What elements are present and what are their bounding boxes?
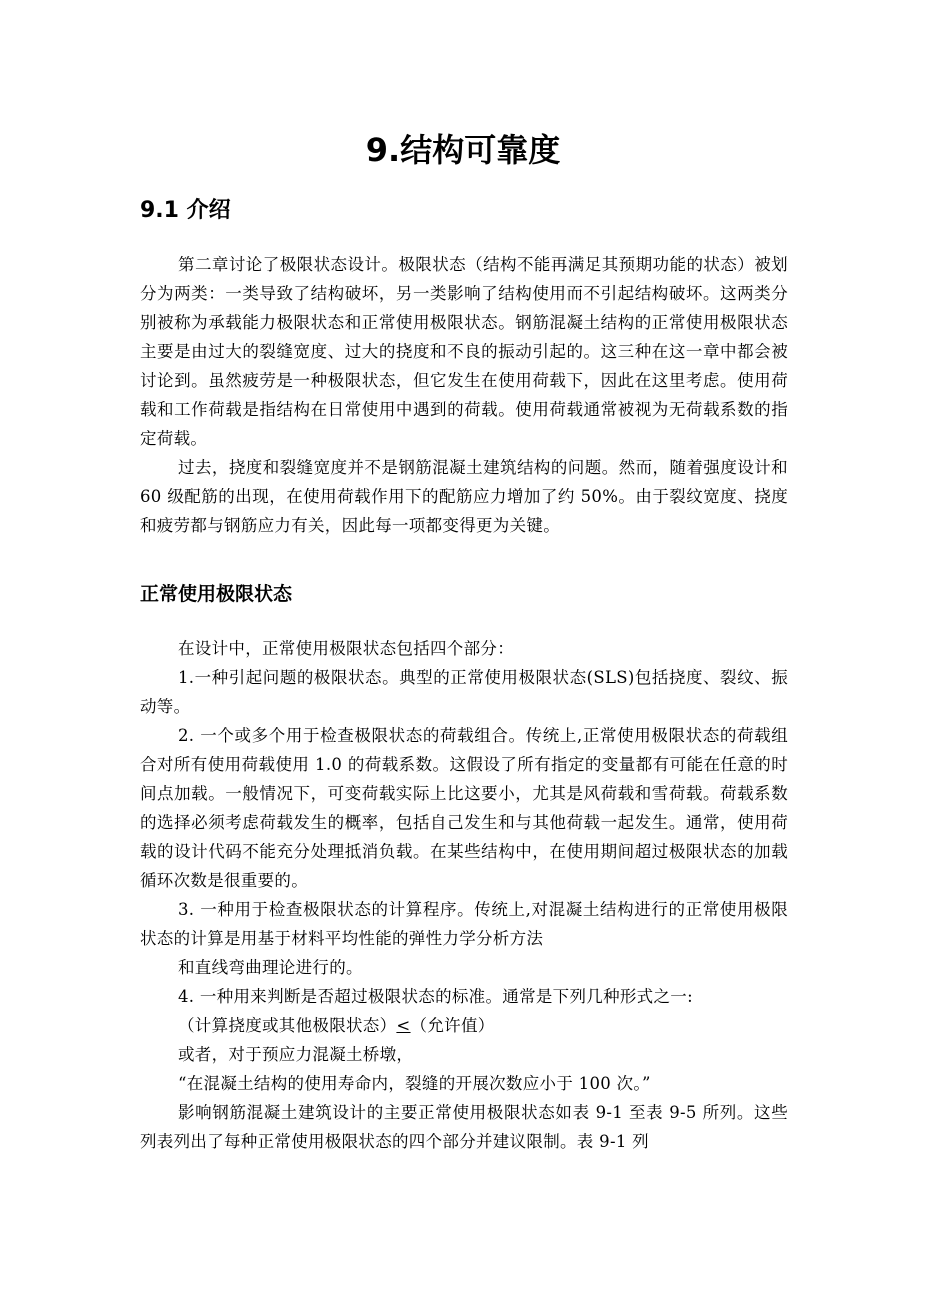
sls-text	[140, 634, 788, 1156]
sls-quote: “在混凝土结构的使用寿命内，裂缝的开展次数应小于 100 次。”	[178, 1074, 651, 1093]
formula-left: （计算挠度或其他极限状态）	[178, 1016, 397, 1035]
intro-paragraph-1: 第二章讨论了极限状态设计。极限状态（结构不能再满足其预期功能的状态）被划分为两类：一类导致了结构破坏，另一类影响了结构使用而不引起结构破坏。这两类分别被称为承载能力极限状态和正常使用极限状态。钢筋混凝土结构的正常使用极限状态主要是由过大的裂缝宽度、过大的挠度和不良的振动引起的。这三种在这一章中都会被讨论到。虽然疲劳是一种极限状态，但它发生在使用荷载下，因此在这里考虑。使用荷载和工作荷载是指结构在日常使用中遇到的荷载。使用荷载通常被视为无荷载系数的指定荷载。	[140, 255, 788, 448]
sls-formula	[140, 1011, 788, 1040]
chapter-title: 9.结构可靠度	[365, 131, 561, 169]
sls-item-4: 4. 一种用来判断是否超过极限状态的标准。通常是下列几种形式之一:	[178, 987, 693, 1006]
sls-item-1: 1.一种引起问题的极限状态。典型的正常使用极限状态(SLS)包括挠度、裂纹、振动等。	[140, 668, 788, 716]
formula-right: （允许值）	[410, 1016, 495, 1035]
sls-item-3: 3. 一种用于检查极限状态的计算程序。传统上,对混凝土结构进行的正常使用极限状态的计算是用基于材料平均性能的弹性力学分析方法	[140, 900, 788, 948]
sls-item-2: 2. 一个或多个用于检查极限状态的荷载组合。传统上,正常使用极限状态的荷载组合对所有使用荷载使用 1.0 的荷载系数。这假设了所有指定的变量都有可能在任意的时间点加载。一般情况下，可变荷载实际上比这要小，尤其是风荷载和雪荷载。荷载系数的选择必须考虑荷载发生的概率，包括自己发生和与其他荷载一起发生。通常，使用荷载的设计代码不能充分处理抵消负载。在某些结构中，在使用期间超过极限状态的加载循环次数是很重要的。	[140, 726, 788, 890]
intro-paragraph-2: 过去，挠度和裂缝宽度并不是钢筋混凝土建筑结构的问题。然而，随着强度设计和 60 级配筋的出现，在使用荷载作用下的配筋应力增加了约 50%。由于裂纹宽度、挠度和疲劳都与钢筋应力有关，因此每一项都变得更为关键。	[140, 458, 788, 535]
intro-text	[140, 250, 788, 540]
sls-or-line: 或者，对于预应力混凝土桥墩，	[178, 1045, 414, 1064]
subsection-title: 正常使用极限状态	[140, 583, 293, 605]
sls-closing: 影响钢筋混凝土建筑设计的主要正常使用极限状态如表 9-1 至表 9-5 所列。这些列表列出了每种正常使用极限状态的四个部分并建议限制。表 9-1 列	[140, 1103, 788, 1151]
section-title: 9.1 介绍	[140, 198, 231, 223]
sls-lead: 在设计中，正常使用极限状态包括四个部分：	[178, 639, 514, 658]
sls-item-3-continued: 和直线弯曲理论进行的。	[178, 958, 363, 977]
formula-operator: <	[396, 1016, 411, 1035]
